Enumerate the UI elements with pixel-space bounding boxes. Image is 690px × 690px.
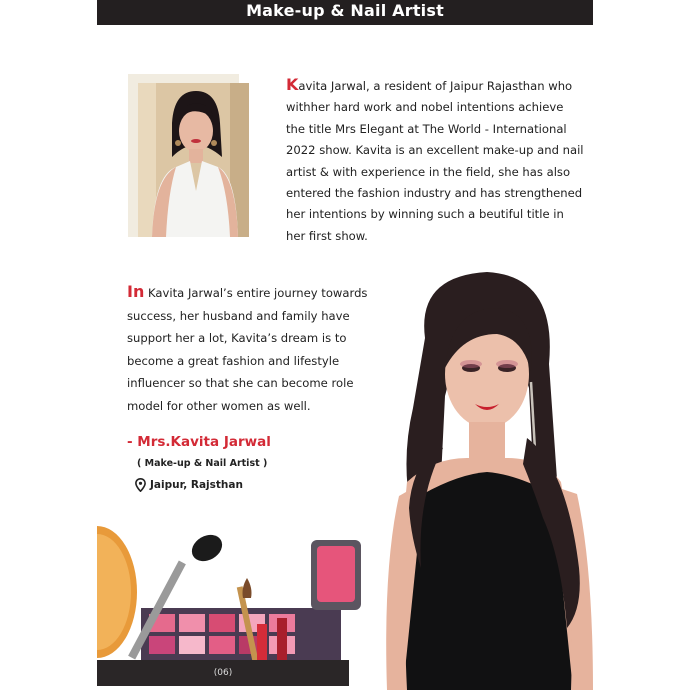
journey-text: Kavita Jarwal’s entire journey towards success, her husband and family have support her a lot, Kavita’s dream is to become a great fashion and lifestyle influencer so that she can become role model for other women as well. [127, 286, 368, 413]
magazine-page [97, 0, 593, 690]
journey-paragraph [127, 281, 382, 418]
portrait-photo-small [138, 83, 249, 237]
intro-text: avita Jarwal, a resident of Jaipur Rajasthan who withher hard work and nobel intentions achieve the title Mrs Elegant at The World - International 2022 show. Kavita is an excellent make-up and nail artist & with experience in the field, she has also entered the fashion industry and has strengthened her intentions by winning such a beutiful title in her first show. [286, 79, 584, 243]
page-number: (06) [213, 668, 233, 678]
makeup-products-image [97, 520, 367, 670]
location-text: Jaipur, Rajsthan [150, 479, 243, 491]
portrait-illustration-small [138, 83, 249, 237]
page-title: Make-up & Nail Artist [246, 1, 444, 20]
portrait-photo-large [347, 268, 593, 690]
intro-paragraph [286, 74, 586, 247]
signature-role: ( Make-up & Nail Artist ) [137, 458, 268, 469]
signature-name: - Mrs.Kavita Jarwal [127, 434, 271, 450]
journey-dropcap: In [127, 282, 145, 301]
intro-dropcap: K [286, 75, 299, 94]
portrait-illustration-large [347, 268, 593, 690]
header-bar [97, 0, 593, 25]
signature-location [135, 478, 243, 492]
map-pin-icon [135, 478, 146, 492]
footer-bar [97, 660, 349, 686]
makeup-illustration [97, 520, 367, 670]
